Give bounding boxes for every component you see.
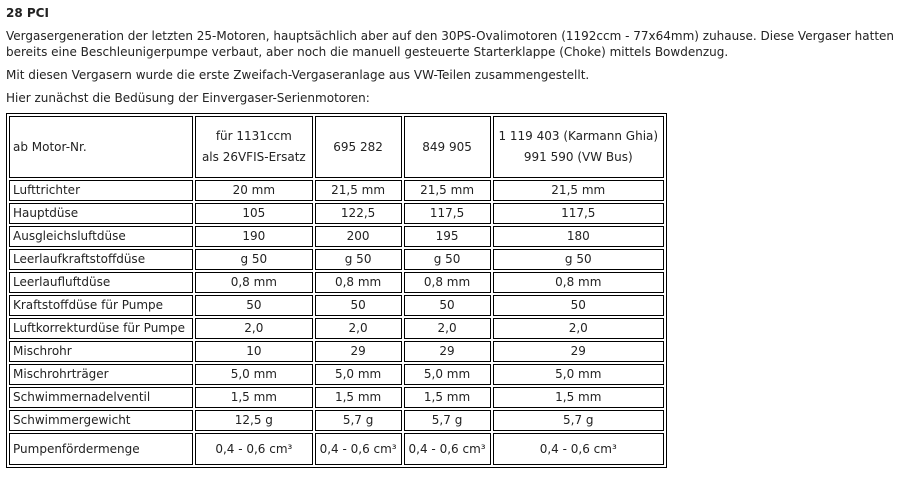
row-value-col2: 21,5 mm: [315, 180, 402, 201]
table-row: [9, 295, 664, 316]
header-cell-col1: [195, 116, 313, 178]
row-value-col1: 2,0: [195, 318, 313, 339]
row-value-col1: g 50: [195, 249, 313, 270]
row-value-col4: 0,4 - 0,6 cm³: [493, 433, 664, 465]
row-value-col1: 0,4 - 0,6 cm³: [195, 433, 313, 465]
intro-paragraph: Vergasergeneration der letzten 25-Motoren, hauptsächlich aber auf den 30PS-Ovalimotoren (1192ccm - 77x64mm) zuhause. Diese Vergaser hatten bereits eine Beschleunigerpumpe verbaut, aber noch die manuell gesteuerte Starterklappe (Choke) mittels Bowdenzug.: [6, 29, 895, 59]
row-value-col3: 2,0: [404, 318, 491, 339]
row-value-col2: 122,5: [315, 203, 402, 224]
header-cell-col4: [493, 116, 664, 178]
row-value-col2: 50: [315, 295, 402, 316]
row-label-cell: Kraftstoffdüse für Pumpe: [9, 295, 193, 316]
row-value-col4: 1,5 mm: [493, 387, 664, 408]
table-row: [9, 180, 664, 201]
table-row: [9, 341, 664, 362]
row-value-col1: 190: [195, 226, 313, 247]
row-value-col4: 5,0 mm: [493, 364, 664, 385]
row-value-col3: 1,5 mm: [404, 387, 491, 408]
row-value-col4: 29: [493, 341, 664, 362]
row-value-col1: 1,5 mm: [195, 387, 313, 408]
row-label-cell: Schwimmernadelventil: [9, 387, 193, 408]
row-value-col1: 105: [195, 203, 313, 224]
row-value-col2: 200: [315, 226, 402, 247]
row-label-cell: Leerlaufkraftstoffdüse: [9, 249, 193, 270]
row-value-col3: 5,7 g: [404, 410, 491, 431]
row-label-cell: Ausgleichsluftdüse: [9, 226, 193, 247]
row-value-col1: 50: [195, 295, 313, 316]
table-row: [9, 272, 664, 293]
table-row: [9, 364, 664, 385]
row-value-col1: 0,8 mm: [195, 272, 313, 293]
row-value-col4: 50: [493, 295, 664, 316]
jetting-table: [6, 113, 667, 468]
table-row: [9, 410, 664, 431]
row-label-cell: Hauptdüse: [9, 203, 193, 224]
row-value-col1: 20 mm: [195, 180, 313, 201]
row-label-cell: Leerlaufluftdüse: [9, 272, 193, 293]
row-value-col1: 5,0 mm: [195, 364, 313, 385]
header-col1-line1: für 1131ccm: [215, 129, 292, 143]
row-value-col4: 0,8 mm: [493, 272, 664, 293]
row-value-col2: 1,5 mm: [315, 387, 402, 408]
header-cell-col2: 695 282: [315, 116, 402, 178]
row-value-col3: 29: [404, 341, 491, 362]
row-value-col3: 21,5 mm: [404, 180, 491, 201]
table-row: [9, 203, 664, 224]
header-col4-line2: 991 590 (VW Bus): [523, 150, 633, 164]
header-col1-line2: als 26VFIS-Ersatz: [201, 150, 306, 164]
row-value-col2: g 50: [315, 249, 402, 270]
row-value-col2: 2,0: [315, 318, 402, 339]
row-value-col1: 10: [195, 341, 313, 362]
row-value-col3: 50: [404, 295, 491, 316]
table-row: [9, 318, 664, 339]
row-value-col2: 0,4 - 0,6 cm³: [315, 433, 402, 465]
page-title: 28 PCI: [6, 6, 49, 20]
document-page: [6, 6, 903, 468]
row-label-cell: Mischrohr: [9, 341, 193, 362]
table-row: [9, 387, 664, 408]
row-value-col4: 117,5: [493, 203, 664, 224]
row-value-col1: 12,5 g: [195, 410, 313, 431]
row-value-col3: 5,0 mm: [404, 364, 491, 385]
row-value-col3: 195: [404, 226, 491, 247]
header-label-cell: ab Motor-Nr.: [9, 116, 193, 178]
row-value-col2: 5,7 g: [315, 410, 402, 431]
row-value-col3: 117,5: [404, 203, 491, 224]
table-row: [9, 249, 664, 270]
row-label-cell: Schwimmergewicht: [9, 410, 193, 431]
row-value-col2: 5,0 mm: [315, 364, 402, 385]
row-value-col4: g 50: [493, 249, 664, 270]
row-value-col2: 0,8 mm: [315, 272, 402, 293]
row-label-cell: Luftkorrekturdüse für Pumpe: [9, 318, 193, 339]
table-header-row: [9, 116, 664, 178]
row-value-col4: 21,5 mm: [493, 180, 664, 201]
twin-carb-paragraph: Mit diesen Vergasern wurde die erste Zweifach-Vergaseranlage aus VW-Teilen zusammengestellt.: [6, 68, 590, 82]
row-label-cell: Lufttrichter: [9, 180, 193, 201]
row-value-col2: 29: [315, 341, 402, 362]
row-label-cell: Mischrohrträger: [9, 364, 193, 385]
header-cell-col3: 849 905: [404, 116, 491, 178]
table-row: [9, 433, 664, 465]
row-value-col3: g 50: [404, 249, 491, 270]
row-value-col4: 5,7 g: [493, 410, 664, 431]
table-intro-paragraph: Hier zunächst die Bedüsung der Einvergaser-Serienmotoren:: [6, 91, 370, 105]
row-value-col3: 0,4 - 0,6 cm³: [404, 433, 491, 465]
row-label-cell: Pumpenfördermenge: [9, 433, 193, 465]
row-value-col4: 2,0: [493, 318, 664, 339]
row-value-col4: 180: [493, 226, 664, 247]
row-value-col3: 0,8 mm: [404, 272, 491, 293]
header-col4-line1: 1 119 403 (Karmann Ghia): [498, 129, 659, 143]
table-row: [9, 226, 664, 247]
